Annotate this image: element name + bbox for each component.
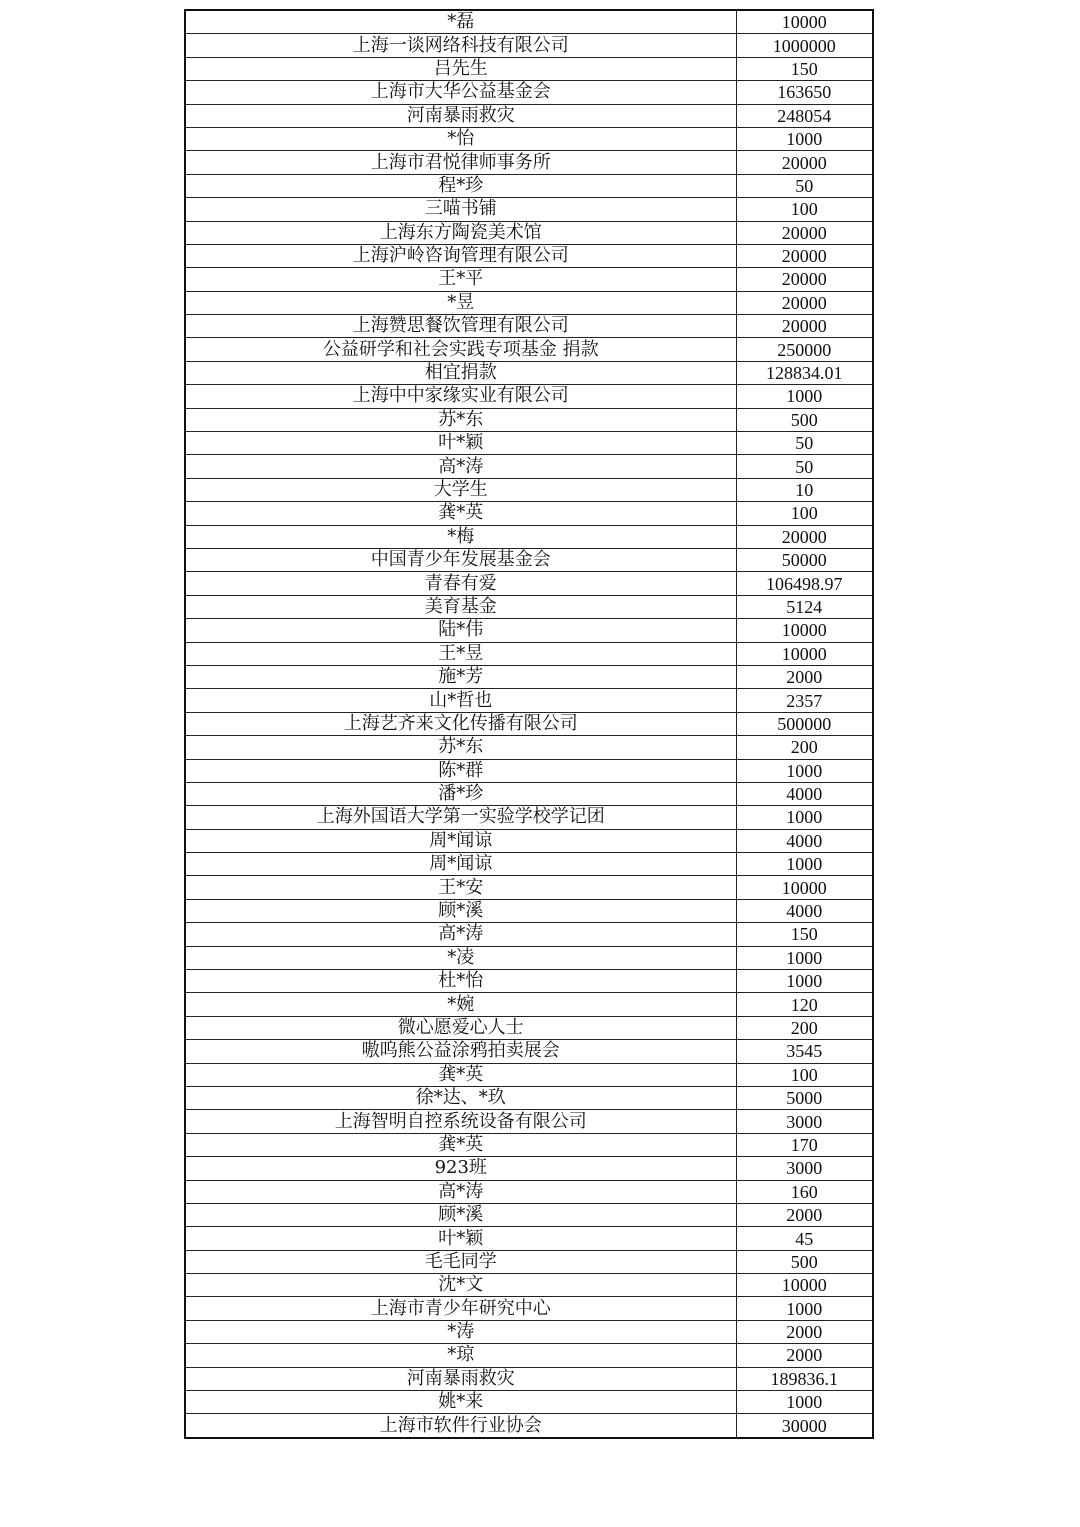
donor-name-cell: 河南暴雨救灾 <box>185 1367 736 1390</box>
amount-cell: 20000 <box>736 268 873 291</box>
donor-name-cell: 上海东方陶瓷美术馆 <box>185 221 736 244</box>
table-row <box>185 923 873 946</box>
table-row <box>185 57 873 80</box>
amount-cell: 150 <box>736 923 873 946</box>
amount-cell: 150 <box>736 57 873 80</box>
table-row <box>185 338 873 361</box>
donor-name-cell: 吕先生 <box>185 57 736 80</box>
table-row <box>185 1063 873 1086</box>
donor-name-cell: 上海沪岭咨询管理有限公司 <box>185 244 736 267</box>
table-row <box>185 1227 873 1250</box>
table-row <box>185 1157 873 1180</box>
donor-name-cell: *怡 <box>185 127 736 150</box>
amount-cell: 1000 <box>736 970 873 993</box>
table-row <box>185 665 873 688</box>
donor-name-cell: 上海艺齐来文化传播有限公司 <box>185 712 736 735</box>
amount-cell: 50 <box>736 432 873 455</box>
table-row <box>185 1250 873 1273</box>
table-row <box>185 455 873 478</box>
amount-cell: 1000 <box>736 1297 873 1320</box>
amount-cell: 10000 <box>736 876 873 899</box>
table-row <box>185 689 873 712</box>
donor-name-cell: 龚*英 <box>185 1133 736 1156</box>
table-row <box>185 946 873 969</box>
donor-name-cell: 杜*怡 <box>185 970 736 993</box>
donation-table <box>184 9 874 1439</box>
amount-cell: 4000 <box>736 782 873 805</box>
amount-cell: 250000 <box>736 338 873 361</box>
amount-cell: 100 <box>736 198 873 221</box>
donor-name-cell: *梅 <box>185 525 736 548</box>
donor-name-cell: 潘*珍 <box>185 782 736 805</box>
amount-cell: 163650 <box>736 81 873 104</box>
table-row <box>185 268 873 291</box>
donor-name-cell: 陆*伟 <box>185 619 736 642</box>
table-row <box>185 642 873 665</box>
table-row <box>185 315 873 338</box>
donor-name-cell: 龚*英 <box>185 502 736 525</box>
amount-cell: 20000 <box>736 221 873 244</box>
table-row <box>185 174 873 197</box>
amount-cell: 170 <box>736 1133 873 1156</box>
table-row <box>185 34 873 57</box>
table-row <box>185 1133 873 1156</box>
donor-name-cell: 周*闻谅 <box>185 853 736 876</box>
amount-cell: 4000 <box>736 899 873 922</box>
table-row <box>185 10 873 34</box>
donor-name-cell: 施*芳 <box>185 665 736 688</box>
table-row <box>185 1391 873 1414</box>
amount-cell: 20000 <box>736 151 873 174</box>
table-row <box>185 736 873 759</box>
donor-name-cell: *凌 <box>185 946 736 969</box>
amount-cell: 200 <box>736 1016 873 1039</box>
table-row <box>185 525 873 548</box>
donor-name-cell: 高*涛 <box>185 923 736 946</box>
amount-cell: 2000 <box>736 1344 873 1367</box>
donor-name-cell: *磊 <box>185 10 736 34</box>
amount-cell: 20000 <box>736 525 873 548</box>
donor-name-cell: 姚*来 <box>185 1391 736 1414</box>
amount-cell: 1000 <box>736 1391 873 1414</box>
amount-cell: 3000 <box>736 1157 873 1180</box>
table-row <box>185 548 873 571</box>
amount-cell: 20000 <box>736 315 873 338</box>
amount-cell: 106498.97 <box>736 572 873 595</box>
amount-cell: 200 <box>736 736 873 759</box>
donor-name-cell: 相宜捐款 <box>185 361 736 384</box>
donor-name-cell: 青春有爱 <box>185 572 736 595</box>
donor-name-cell: 中国青少年发展基金会 <box>185 548 736 571</box>
amount-cell: 100 <box>736 1063 873 1086</box>
amount-cell: 1000 <box>736 127 873 150</box>
donor-name-cell: 高*涛 <box>185 455 736 478</box>
amount-cell: 1000 <box>736 385 873 408</box>
donor-name-cell: *昱 <box>185 291 736 314</box>
table-row <box>185 782 873 805</box>
table-row <box>185 993 873 1016</box>
donor-name-cell: 王*安 <box>185 876 736 899</box>
amount-cell: 3545 <box>736 1040 873 1063</box>
amount-cell: 4000 <box>736 829 873 852</box>
donor-name-cell: 苏*东 <box>185 736 736 759</box>
donor-name-cell: 大学生 <box>185 478 736 501</box>
amount-cell: 10000 <box>736 642 873 665</box>
table-row <box>185 408 873 431</box>
donor-name-cell: 微心愿爱心人士 <box>185 1016 736 1039</box>
donor-name-cell: 徐*达、*玖 <box>185 1086 736 1109</box>
amount-cell: 2000 <box>736 1203 873 1226</box>
table-row <box>185 1344 873 1367</box>
amount-cell: 5124 <box>736 595 873 618</box>
donor-name-cell: 上海赞思餐饮管理有限公司 <box>185 315 736 338</box>
table-row <box>185 432 873 455</box>
donor-name-cell: 高*涛 <box>185 1180 736 1203</box>
donor-name-cell: 王*昱 <box>185 642 736 665</box>
amount-cell: 50 <box>736 455 873 478</box>
donor-name-cell: 上海市软件行业协会 <box>185 1414 736 1438</box>
table-row <box>185 198 873 221</box>
amount-cell: 1000000 <box>736 34 873 57</box>
donor-name-cell: *涛 <box>185 1320 736 1343</box>
table-row <box>185 221 873 244</box>
table-row <box>185 1320 873 1343</box>
donor-name-cell: 嗷呜熊公益涂鸦拍卖展会 <box>185 1040 736 1063</box>
table-row <box>185 1180 873 1203</box>
table-row <box>185 595 873 618</box>
amount-cell: 5000 <box>736 1086 873 1109</box>
table-row <box>185 291 873 314</box>
table-row <box>185 712 873 735</box>
donor-name-cell: 上海市君悦律师事务所 <box>185 151 736 174</box>
amount-cell: 128834.01 <box>736 361 873 384</box>
table-row <box>185 478 873 501</box>
donor-name-cell: 程*珍 <box>185 174 736 197</box>
amount-cell: 20000 <box>736 291 873 314</box>
amount-cell: 2357 <box>736 689 873 712</box>
table-row <box>185 1040 873 1063</box>
table-row <box>185 759 873 782</box>
table-row <box>185 104 873 127</box>
donor-name-cell: 三喵书铺 <box>185 198 736 221</box>
donor-name-cell: 叶*颖 <box>185 1227 736 1250</box>
amount-cell: 2000 <box>736 665 873 688</box>
table-row <box>185 385 873 408</box>
table-row <box>185 1086 873 1109</box>
donor-name-cell: 上海市大华公益基金会 <box>185 81 736 104</box>
table-row <box>185 829 873 852</box>
table-row <box>185 361 873 384</box>
table-row <box>185 1203 873 1226</box>
amount-cell: 189836.1 <box>736 1367 873 1390</box>
donor-name-cell: 王*平 <box>185 268 736 291</box>
donor-name-cell: 沈*文 <box>185 1274 736 1297</box>
donor-name-cell: 上海一谈网络科技有限公司 <box>185 34 736 57</box>
table-row <box>185 899 873 922</box>
donor-name-cell: 美育基金 <box>185 595 736 618</box>
amount-cell: 10 <box>736 478 873 501</box>
amount-cell: 20000 <box>736 244 873 267</box>
table-row <box>185 619 873 642</box>
amount-cell: 1000 <box>736 853 873 876</box>
donor-name-cell: 上海市青少年研究中心 <box>185 1297 736 1320</box>
amount-cell: 30000 <box>736 1414 873 1438</box>
donor-name-cell: 毛毛同学 <box>185 1250 736 1273</box>
table-row <box>185 806 873 829</box>
amount-cell: 100 <box>736 502 873 525</box>
table-row <box>185 853 873 876</box>
table-row <box>185 1297 873 1320</box>
amount-cell: 500 <box>736 408 873 431</box>
table-row <box>185 244 873 267</box>
table-row <box>185 1274 873 1297</box>
amount-cell: 45 <box>736 1227 873 1250</box>
amount-cell: 1000 <box>736 806 873 829</box>
donor-name-cell: 龚*英 <box>185 1063 736 1086</box>
amount-cell: 500000 <box>736 712 873 735</box>
amount-cell: 248054 <box>736 104 873 127</box>
donor-name-cell: 923班 <box>185 1157 736 1180</box>
donor-name-cell: 河南暴雨救灾 <box>185 104 736 127</box>
table-row <box>185 151 873 174</box>
donor-name-cell: 上海中中家缘实业有限公司 <box>185 385 736 408</box>
amount-cell: 160 <box>736 1180 873 1203</box>
amount-cell: 120 <box>736 993 873 1016</box>
amount-cell: 1000 <box>736 946 873 969</box>
amount-cell: 2000 <box>736 1320 873 1343</box>
table-row <box>185 1016 873 1039</box>
table-row <box>185 1367 873 1390</box>
donor-name-cell: 上海外国语大学第一实验学校学记团 <box>185 806 736 829</box>
amount-cell: 3000 <box>736 1110 873 1133</box>
amount-cell: 10000 <box>736 1274 873 1297</box>
table-row <box>185 502 873 525</box>
amount-cell: 50000 <box>736 548 873 571</box>
table-row <box>185 1110 873 1133</box>
donor-name-cell: 山*哲也 <box>185 689 736 712</box>
donor-name-cell: *琼 <box>185 1344 736 1367</box>
donor-name-cell: 公益研学和社会实践专项基金 捐款 <box>185 338 736 361</box>
table-row <box>185 81 873 104</box>
donor-name-cell: 上海智明自控系统设备有限公司 <box>185 1110 736 1133</box>
table-row <box>185 572 873 595</box>
amount-cell: 10000 <box>736 10 873 34</box>
amount-cell: 1000 <box>736 759 873 782</box>
donor-name-cell: 苏*东 <box>185 408 736 431</box>
donor-name-cell: 顾*溪 <box>185 1203 736 1226</box>
donor-name-cell: 周*闻谅 <box>185 829 736 852</box>
amount-cell: 50 <box>736 174 873 197</box>
amount-cell: 10000 <box>736 619 873 642</box>
donor-name-cell: 叶*颖 <box>185 432 736 455</box>
table-row <box>185 127 873 150</box>
table-row <box>185 970 873 993</box>
table-row <box>185 876 873 899</box>
table-body <box>185 10 873 1438</box>
donor-name-cell: 陈*群 <box>185 759 736 782</box>
donor-name-cell: 顾*溪 <box>185 899 736 922</box>
amount-cell: 500 <box>736 1250 873 1273</box>
donor-name-cell: *婉 <box>185 993 736 1016</box>
table-row <box>185 1414 873 1438</box>
